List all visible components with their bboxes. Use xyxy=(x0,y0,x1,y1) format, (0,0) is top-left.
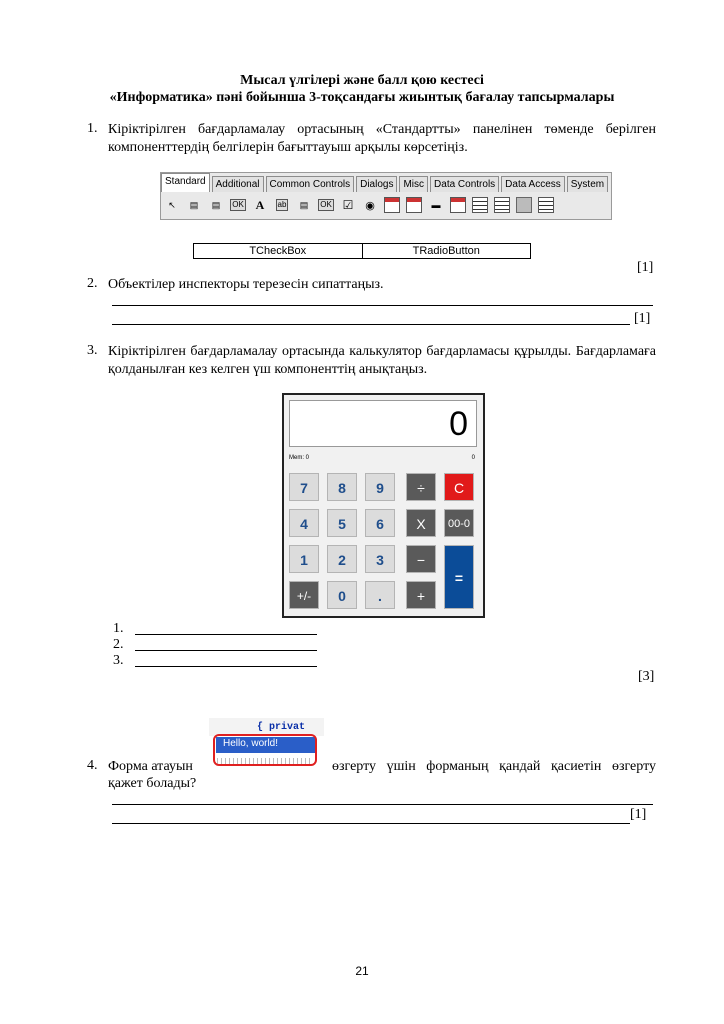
q1-number: 1. xyxy=(87,121,98,136)
q3-blank-label-1: 1. xyxy=(113,621,124,636)
key-9[interactable]: 9 xyxy=(365,473,395,501)
memory-value: 0 xyxy=(471,455,475,461)
highlight-frame xyxy=(213,734,317,766)
pointer-icon[interactable]: ↖ xyxy=(168,199,176,210)
tab-misc[interactable]: Misc xyxy=(399,176,428,192)
answer-cell-checkbox: TCheckBox xyxy=(249,245,307,257)
q4-number: 4. xyxy=(87,758,98,773)
key-clear[interactable]: C xyxy=(444,473,474,501)
key-3[interactable]: 3 xyxy=(365,545,395,573)
key-divide[interactable]: ÷ xyxy=(406,473,436,501)
q3-number: 3. xyxy=(87,343,98,358)
tab-common-controls[interactable]: Common Controls xyxy=(266,176,355,192)
key-double-zero[interactable]: 00-0 xyxy=(444,509,474,537)
scrollbar-icon[interactable]: ▬ xyxy=(431,200,441,210)
key-8[interactable]: 8 xyxy=(327,473,357,501)
q3-blank-label-3: 3. xyxy=(113,653,124,668)
q2-text: Объектілер инспекторы терезесін сипаттаңыз. xyxy=(108,277,384,292)
q2-answer-line-2[interactable] xyxy=(112,324,630,325)
q2-number: 2. xyxy=(87,276,98,291)
q4-mark: [1] xyxy=(630,807,647,822)
q3-mark: [3] xyxy=(638,669,655,684)
key-plus-minus[interactable]: +/- xyxy=(289,581,319,609)
button-icon[interactable]: OK xyxy=(232,200,244,209)
q2-answer-line-1[interactable] xyxy=(112,305,653,306)
combobox-icon[interactable] xyxy=(405,196,423,214)
q4-answer-line-2[interactable] xyxy=(112,823,630,824)
panel-icon[interactable] xyxy=(515,196,533,214)
header-title-line1: Мысал үлгілері және балл қою кестесі xyxy=(240,73,484,88)
q4-text-after: өзгерту үшін форманың қандай қасиетін өзгерту xyxy=(332,759,656,774)
mainmenu-icon[interactable]: ▤ xyxy=(189,199,199,210)
q3-text: Кіріктірілген бағдарламалау ортасында калькулятор бағдарламасы құрылды. Бағдарламаға қолданылған кез келген үш компоненттің анықтаңыз. xyxy=(108,344,656,377)
key-5[interactable]: 5 xyxy=(327,509,357,537)
togglebox-icon[interactable]: OK xyxy=(320,200,332,209)
checkbox-icon[interactable]: ☑ xyxy=(342,198,354,212)
form-title-text: Hello, world! xyxy=(223,738,279,749)
key-7[interactable]: 7 xyxy=(289,473,319,501)
q3-blank-line-3[interactable] xyxy=(135,666,317,667)
tab-data-controls[interactable]: Data Controls xyxy=(430,176,499,192)
key-minus[interactable]: − xyxy=(406,545,436,573)
calculator-window xyxy=(282,393,485,618)
tab-additional[interactable]: Additional xyxy=(212,176,264,192)
key-equals[interactable]: = xyxy=(444,545,474,609)
memory-label: Mem: 0 xyxy=(289,455,310,461)
label-icon[interactable]: A xyxy=(255,197,265,212)
popupmenu-icon[interactable]: ▤ xyxy=(211,199,221,210)
radiobutton-icon[interactable]: ◉ xyxy=(365,199,375,212)
checkgroup-icon[interactable] xyxy=(493,196,511,214)
key-1[interactable]: 1 xyxy=(289,545,319,573)
key-6[interactable]: 6 xyxy=(365,509,395,537)
answer-table xyxy=(193,243,531,259)
q2-mark: [1] xyxy=(634,311,651,326)
radiogroup-icon[interactable] xyxy=(471,196,489,214)
q3-blank-line-1[interactable] xyxy=(135,634,317,635)
component-palette xyxy=(160,172,612,220)
memo-icon[interactable]: ▤ xyxy=(299,199,309,210)
key-decimal[interactable]: . xyxy=(365,581,395,609)
key-multiply[interactable]: X xyxy=(406,509,436,537)
q3-blank-line-2[interactable] xyxy=(135,650,317,651)
q4-text-line2: қажет болады? xyxy=(108,776,197,791)
header-title-line2: «Информатика» пәні бойынша 3-тоқсандағы жиынтық бағалау тапсырмалары xyxy=(109,90,615,105)
tab-data-access[interactable]: Data Access xyxy=(501,176,565,192)
frame-icon[interactable] xyxy=(537,196,555,214)
q1-mark: [1] xyxy=(637,260,654,275)
page-number: 21 xyxy=(355,964,369,978)
code-hint: { privat xyxy=(257,722,306,733)
q3-blank-label-2: 2. xyxy=(113,637,124,652)
groupbox-icon[interactable] xyxy=(449,196,467,214)
listbox-icon[interactable] xyxy=(383,196,401,214)
tab-system[interactable]: System xyxy=(567,176,608,192)
q1-text: Кіріктірілген бағдарламалау ортасының «Стандартты» панелінен төменде берілген компоненттердің белгілерін бағыттауыш арқылы көрсетіңіз. xyxy=(108,122,656,155)
key-plus[interactable]: + xyxy=(406,581,436,609)
answer-cell-radiobutton: TRadioButton xyxy=(362,244,531,258)
edit-icon[interactable]: ab xyxy=(277,200,287,209)
key-2[interactable]: 2 xyxy=(327,545,357,573)
key-0[interactable]: 0 xyxy=(327,581,357,609)
q4-answer-line-1[interactable] xyxy=(112,804,653,805)
tab-standard[interactable]: Standard xyxy=(161,173,210,192)
palette-tabs xyxy=(161,173,610,191)
q4-text-before: Форма атауын xyxy=(108,759,193,774)
tab-dialogs[interactable]: Dialogs xyxy=(356,176,397,192)
palette-tools xyxy=(163,194,559,216)
calculator-display: 0 xyxy=(289,400,477,447)
key-4[interactable]: 4 xyxy=(289,509,319,537)
form-title-screenshot xyxy=(209,718,324,768)
